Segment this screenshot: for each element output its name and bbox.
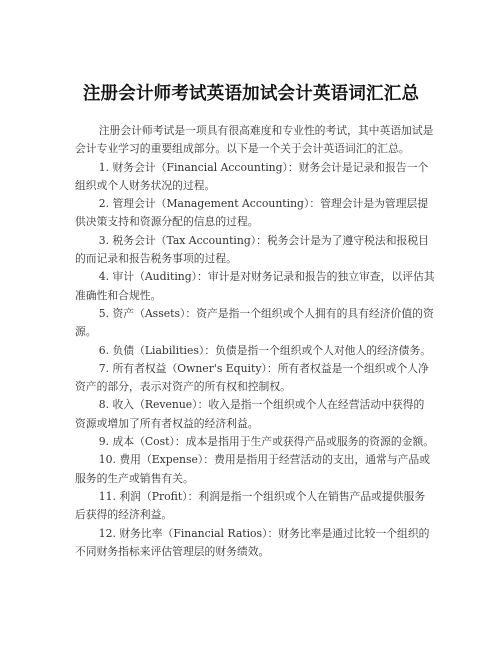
term-cost: 9. 成本（Cost）：成本是指用于生产或获得产品或服务的资源的金额。 xyxy=(98,435,435,449)
document-title: 注册会计师考试英语加试会计英语词汇汇总 xyxy=(82,84,420,104)
term-auditing: 4. 审计（Auditing）：审计是对财务记录和报告的独立审查，以评估其准确性和合规性。 xyxy=(75,270,435,302)
term-management-accounting: 2. 管理会计（Management Accounting）：管理会计是为管理层提供决策支持和资源分配的信息的过程。 xyxy=(75,197,429,229)
term-expense: 10. 费用（Expense）：费用是指用于经营活动的支出，通常与产品或服务的生产或销售有关。 xyxy=(75,453,431,485)
term-financial-accounting: 1. 财务会计（Financial Accounting）：财务会计是记录和报告一个组织或个人财务状况的过程。 xyxy=(75,160,429,192)
term-financial-ratios: 12. 财务比率（Financial Ratios）：财务比率是通过比较一个组织的不同财务指标来评估管理层的财务绩效。 xyxy=(75,526,430,558)
document-body xyxy=(75,122,435,561)
term-owners-equity: 7. 所有者权益（Owner's Equity）：所有者权益是一个组织或个人净资产的部分，表示对资产的所有权和控制权。 xyxy=(75,361,429,394)
term-assets: 5. 资产（Assets）：资产是指一个组织或个人拥有的具有经济价值的资源。 xyxy=(75,306,434,339)
term-liabilities: 6. 负债（Liabilities）：负债是指一个组织或个人对他人的经济债务。 xyxy=(98,343,432,357)
term-revenue: 8. 收入（Revenue）：收入是指一个组织或个人在经营活动中获得的资源或增加了所有者权益的经济利益。 xyxy=(75,398,425,430)
term-profit: 11. 利润（Profit）：利润是指一个组织或个人在销售产品或提供服务后获得的经济利益。 xyxy=(75,489,426,522)
term-tax-accounting: 3. 税务会计（Tax Accounting）：税务会计是为了遵守税法和报税目的而记录和报告税务事项的过程。 xyxy=(75,233,429,266)
intro-paragraph: 注册会计师考试是一项具有很高难度和专业性的考试，其中英语加试是会计专业学习的重要组成部分。以下是一个关于会计英语词汇的汇总。 xyxy=(75,124,434,156)
